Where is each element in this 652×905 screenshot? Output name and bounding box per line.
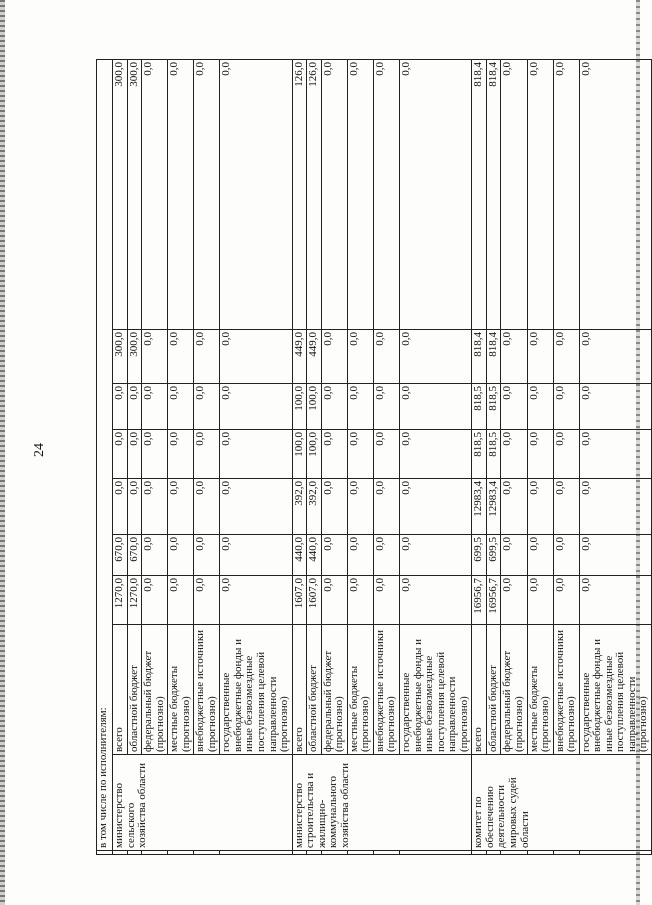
table-row bbox=[142, 59, 168, 854]
value-cell: 0,0 bbox=[373, 330, 399, 384]
value-cell: 0,0 bbox=[501, 59, 527, 329]
value-cell: 0,0 bbox=[321, 576, 347, 625]
table-row bbox=[400, 59, 472, 854]
value-cell: 0,0 bbox=[400, 535, 472, 576]
value-cell: 0,0 bbox=[527, 535, 553, 576]
table-row bbox=[321, 59, 347, 854]
value-cell: 449,0 bbox=[292, 330, 307, 384]
value-cell: 818,4 bbox=[472, 59, 487, 329]
value-cell: 0,0 bbox=[527, 330, 553, 384]
value-cell: 0,0 bbox=[194, 59, 220, 329]
value-cell: 0,0 bbox=[220, 430, 292, 479]
value-cell: 300,0 bbox=[113, 59, 128, 329]
value-cell: 670,0 bbox=[127, 535, 142, 576]
funding-source-cell: государственные внебюджетные фонды и иные безвозмездные поступления целевой направленности (прогнозно) bbox=[220, 625, 292, 755]
value-cell: 100,0 bbox=[307, 430, 322, 479]
table-left-strip bbox=[501, 851, 527, 855]
value-cell: 0,0 bbox=[321, 384, 347, 430]
value-cell: 0,0 bbox=[321, 330, 347, 384]
value-cell: 0,0 bbox=[501, 479, 527, 535]
funding-source-cell: внебюджетные источники (прогнозно) bbox=[373, 625, 399, 755]
value-cell: 0,0 bbox=[194, 430, 220, 479]
value-cell: 0,0 bbox=[553, 330, 579, 384]
table-left-strip bbox=[307, 851, 322, 855]
value-cell: 0,0 bbox=[168, 576, 194, 625]
value-cell: 0,0 bbox=[194, 576, 220, 625]
value-cell: 100,0 bbox=[292, 430, 307, 479]
value-cell: 0,0 bbox=[400, 576, 472, 625]
value-cell: 449,0 bbox=[307, 330, 322, 384]
funding-source-cell: федеральный бюджет (прогнозно) bbox=[142, 625, 168, 755]
value-cell: 0,0 bbox=[579, 330, 651, 384]
page-number: 24 bbox=[32, 443, 47, 457]
value-cell: 0,0 bbox=[142, 59, 168, 329]
value-cell: 0,0 bbox=[579, 535, 651, 576]
value-cell: 100,0 bbox=[292, 384, 307, 430]
value-cell: 0,0 bbox=[347, 576, 373, 625]
table-row bbox=[127, 59, 142, 854]
value-cell: 0,0 bbox=[220, 479, 292, 535]
value-cell: 0,0 bbox=[400, 430, 472, 479]
value-cell: 1270,0 bbox=[113, 576, 128, 625]
table-row bbox=[168, 59, 194, 854]
value-cell: 12983,4 bbox=[472, 479, 487, 535]
table-row bbox=[347, 59, 373, 854]
table-left-strip bbox=[292, 851, 307, 855]
value-cell: 0,0 bbox=[220, 59, 292, 329]
table-left-strip bbox=[168, 851, 194, 855]
table-left-strip bbox=[373, 851, 399, 855]
value-cell: 0,0 bbox=[579, 384, 651, 430]
value-cell: 818,4 bbox=[486, 59, 501, 329]
funding-source-cell: областной бюджет bbox=[127, 625, 142, 755]
value-cell: 0,0 bbox=[579, 576, 651, 625]
value-cell: 16956,7 bbox=[486, 576, 501, 625]
value-cell: 0,0 bbox=[168, 330, 194, 384]
value-cell: 0,0 bbox=[194, 479, 220, 535]
value-cell: 0,0 bbox=[220, 576, 292, 625]
table-row bbox=[553, 59, 579, 854]
executor-cell: министерство сельского хозяйства области bbox=[113, 755, 293, 851]
value-cell: 0,0 bbox=[168, 384, 194, 430]
value-cell: 392,0 bbox=[307, 479, 322, 535]
value-cell: 0,0 bbox=[127, 430, 142, 479]
value-cell: 818,5 bbox=[486, 384, 501, 430]
value-cell: 0,0 bbox=[579, 59, 651, 329]
value-cell: 392,0 bbox=[292, 479, 307, 535]
value-cell: 0,0 bbox=[113, 430, 128, 479]
value-cell: 0,0 bbox=[220, 330, 292, 384]
funding-source-cell: федеральный бюджет (прогнозно) bbox=[321, 625, 347, 755]
value-cell: 0,0 bbox=[400, 59, 472, 329]
table-left-strip bbox=[97, 851, 113, 855]
table-row bbox=[113, 59, 128, 854]
value-cell: 0,0 bbox=[553, 59, 579, 329]
table-left-strip bbox=[113, 851, 128, 855]
value-cell: 0,0 bbox=[321, 430, 347, 479]
value-cell: 0,0 bbox=[347, 59, 373, 329]
table-row bbox=[579, 59, 651, 854]
value-cell: 0,0 bbox=[373, 384, 399, 430]
table-row bbox=[501, 59, 527, 854]
value-cell: 0,0 bbox=[194, 535, 220, 576]
funding-source-cell: местные бюджеты (прогнозно) bbox=[347, 625, 373, 755]
value-cell: 0,0 bbox=[220, 384, 292, 430]
value-cell: 0,0 bbox=[373, 479, 399, 535]
value-cell: 0,0 bbox=[142, 430, 168, 479]
table-row bbox=[486, 59, 501, 854]
value-cell: 100,0 bbox=[307, 384, 322, 430]
value-cell: 0,0 bbox=[373, 535, 399, 576]
value-cell: 0,0 bbox=[553, 430, 579, 479]
value-cell: 818,5 bbox=[472, 384, 487, 430]
value-cell: 0,0 bbox=[168, 479, 194, 535]
value-cell: 0,0 bbox=[579, 479, 651, 535]
value-cell: 0,0 bbox=[501, 330, 527, 384]
value-cell: 0,0 bbox=[501, 535, 527, 576]
value-cell: 0,0 bbox=[347, 535, 373, 576]
table-row bbox=[527, 59, 553, 854]
value-cell: 440,0 bbox=[307, 535, 322, 576]
table-left-strip bbox=[579, 851, 651, 855]
value-cell: 0,0 bbox=[127, 479, 142, 535]
table-row bbox=[472, 59, 487, 854]
value-cell: 0,0 bbox=[527, 576, 553, 625]
value-cell: 300,0 bbox=[127, 330, 142, 384]
table-left-strip bbox=[142, 851, 168, 855]
value-cell: 0,0 bbox=[373, 576, 399, 625]
value-cell: 0,0 bbox=[142, 479, 168, 535]
funding-source-cell: областной бюджет bbox=[307, 625, 322, 755]
funding-source-cell: всего bbox=[113, 625, 128, 755]
value-cell: 0,0 bbox=[168, 59, 194, 329]
budget-table bbox=[96, 59, 652, 855]
value-cell: 670,0 bbox=[113, 535, 128, 576]
value-cell: 440,0 bbox=[292, 535, 307, 576]
value-cell: 0,0 bbox=[347, 384, 373, 430]
value-cell: 818,5 bbox=[472, 430, 487, 479]
table-left-strip bbox=[127, 851, 142, 855]
value-cell: 0,0 bbox=[553, 535, 579, 576]
value-cell: 0,0 bbox=[321, 479, 347, 535]
value-cell: 818,5 bbox=[486, 430, 501, 479]
value-cell: 0,0 bbox=[194, 330, 220, 384]
value-cell: 0,0 bbox=[553, 384, 579, 430]
value-cell: 0,0 bbox=[142, 330, 168, 384]
value-cell: 699,5 bbox=[486, 535, 501, 576]
value-cell: 126,0 bbox=[292, 59, 307, 329]
funding-source-cell: федеральный бюджет (прогнозно) bbox=[501, 625, 527, 755]
value-cell: 300,0 bbox=[127, 59, 142, 329]
value-cell: 0,0 bbox=[321, 59, 347, 329]
table-row bbox=[194, 59, 220, 854]
executors-header: в том числе по исполнителям: bbox=[97, 59, 113, 850]
value-cell: 1607,0 bbox=[292, 576, 307, 625]
value-cell: 0,0 bbox=[168, 430, 194, 479]
value-cell: 0,0 bbox=[400, 479, 472, 535]
value-cell: 0,0 bbox=[501, 576, 527, 625]
value-cell: 0,0 bbox=[400, 330, 472, 384]
value-cell: 126,0 bbox=[307, 59, 322, 329]
table-row bbox=[220, 59, 292, 854]
value-cell: 818,4 bbox=[472, 330, 487, 384]
table-row bbox=[373, 59, 399, 854]
funding-source-cell: местные бюджеты (прогнозно) bbox=[527, 625, 553, 755]
value-cell: 1607,0 bbox=[307, 576, 322, 625]
funding-source-cell: внебюджетные источники (прогнозно) bbox=[194, 625, 220, 755]
value-cell: 0,0 bbox=[527, 384, 553, 430]
table-left-strip bbox=[553, 851, 579, 855]
value-cell: 699,5 bbox=[472, 535, 487, 576]
table-left-strip bbox=[486, 851, 501, 855]
funding-source-cell: всего bbox=[292, 625, 307, 755]
value-cell: 0,0 bbox=[501, 384, 527, 430]
value-cell: 0,0 bbox=[142, 535, 168, 576]
value-cell: 818,4 bbox=[486, 330, 501, 384]
table-left-strip bbox=[220, 851, 292, 855]
executor-cell: комитет по обеспечению деятельности мировых судей области bbox=[472, 755, 652, 851]
executor-cell: министерство строительства и жилищно-коммунального хозяйства области bbox=[292, 755, 472, 851]
value-cell: 12983,4 bbox=[486, 479, 501, 535]
value-cell: 300,0 bbox=[113, 330, 128, 384]
value-cell: 0,0 bbox=[501, 430, 527, 479]
value-cell: 0,0 bbox=[113, 479, 128, 535]
value-cell: 0,0 bbox=[347, 430, 373, 479]
table-left-strip bbox=[347, 851, 373, 855]
budget-table-rotated bbox=[96, 60, 650, 855]
value-cell: 0,0 bbox=[113, 384, 128, 430]
value-cell: 0,0 bbox=[373, 430, 399, 479]
value-cell: 0,0 bbox=[127, 384, 142, 430]
table-left-strip bbox=[194, 851, 220, 855]
value-cell: 16956,7 bbox=[472, 576, 487, 625]
value-cell: 0,0 bbox=[194, 384, 220, 430]
value-cell: 0,0 bbox=[168, 535, 194, 576]
value-cell: 0,0 bbox=[347, 330, 373, 384]
value-cell: 0,0 bbox=[400, 384, 472, 430]
table-left-strip bbox=[400, 851, 472, 855]
value-cell: 0,0 bbox=[373, 59, 399, 329]
value-cell: 1270,0 bbox=[127, 576, 142, 625]
value-cell: 0,0 bbox=[142, 576, 168, 625]
value-cell: 0,0 bbox=[527, 430, 553, 479]
funding-source-cell: всего bbox=[472, 625, 487, 755]
value-cell: 0,0 bbox=[527, 479, 553, 535]
value-cell: 0,0 bbox=[142, 384, 168, 430]
value-cell: 0,0 bbox=[553, 576, 579, 625]
table-left-strip bbox=[527, 851, 553, 855]
funding-source-cell: областной бюджет bbox=[486, 625, 501, 755]
value-cell: 0,0 bbox=[527, 59, 553, 329]
funding-source-cell: государственные внебюджетные фонды и иные безвозмездные поступления целевой направленности (прогнозно) bbox=[579, 625, 651, 755]
funding-source-cell: местные бюджеты (прогнозно) bbox=[168, 625, 194, 755]
value-cell: 0,0 bbox=[321, 535, 347, 576]
table-header-row bbox=[97, 59, 113, 854]
value-cell: 0,0 bbox=[347, 479, 373, 535]
table-left-strip bbox=[472, 851, 487, 855]
value-cell: 0,0 bbox=[579, 430, 651, 479]
table-left-strip bbox=[321, 851, 347, 855]
value-cell: 0,0 bbox=[553, 479, 579, 535]
funding-source-cell: государственные внебюджетные фонды и иные безвозмездные поступления целевой направленности (прогнозно) bbox=[400, 625, 472, 755]
funding-source-cell: внебюджетные источники (прогнозно) bbox=[553, 625, 579, 755]
scan-edge-left bbox=[0, 0, 5, 905]
table-row bbox=[292, 59, 307, 854]
value-cell: 0,0 bbox=[220, 535, 292, 576]
table-row bbox=[307, 59, 322, 854]
